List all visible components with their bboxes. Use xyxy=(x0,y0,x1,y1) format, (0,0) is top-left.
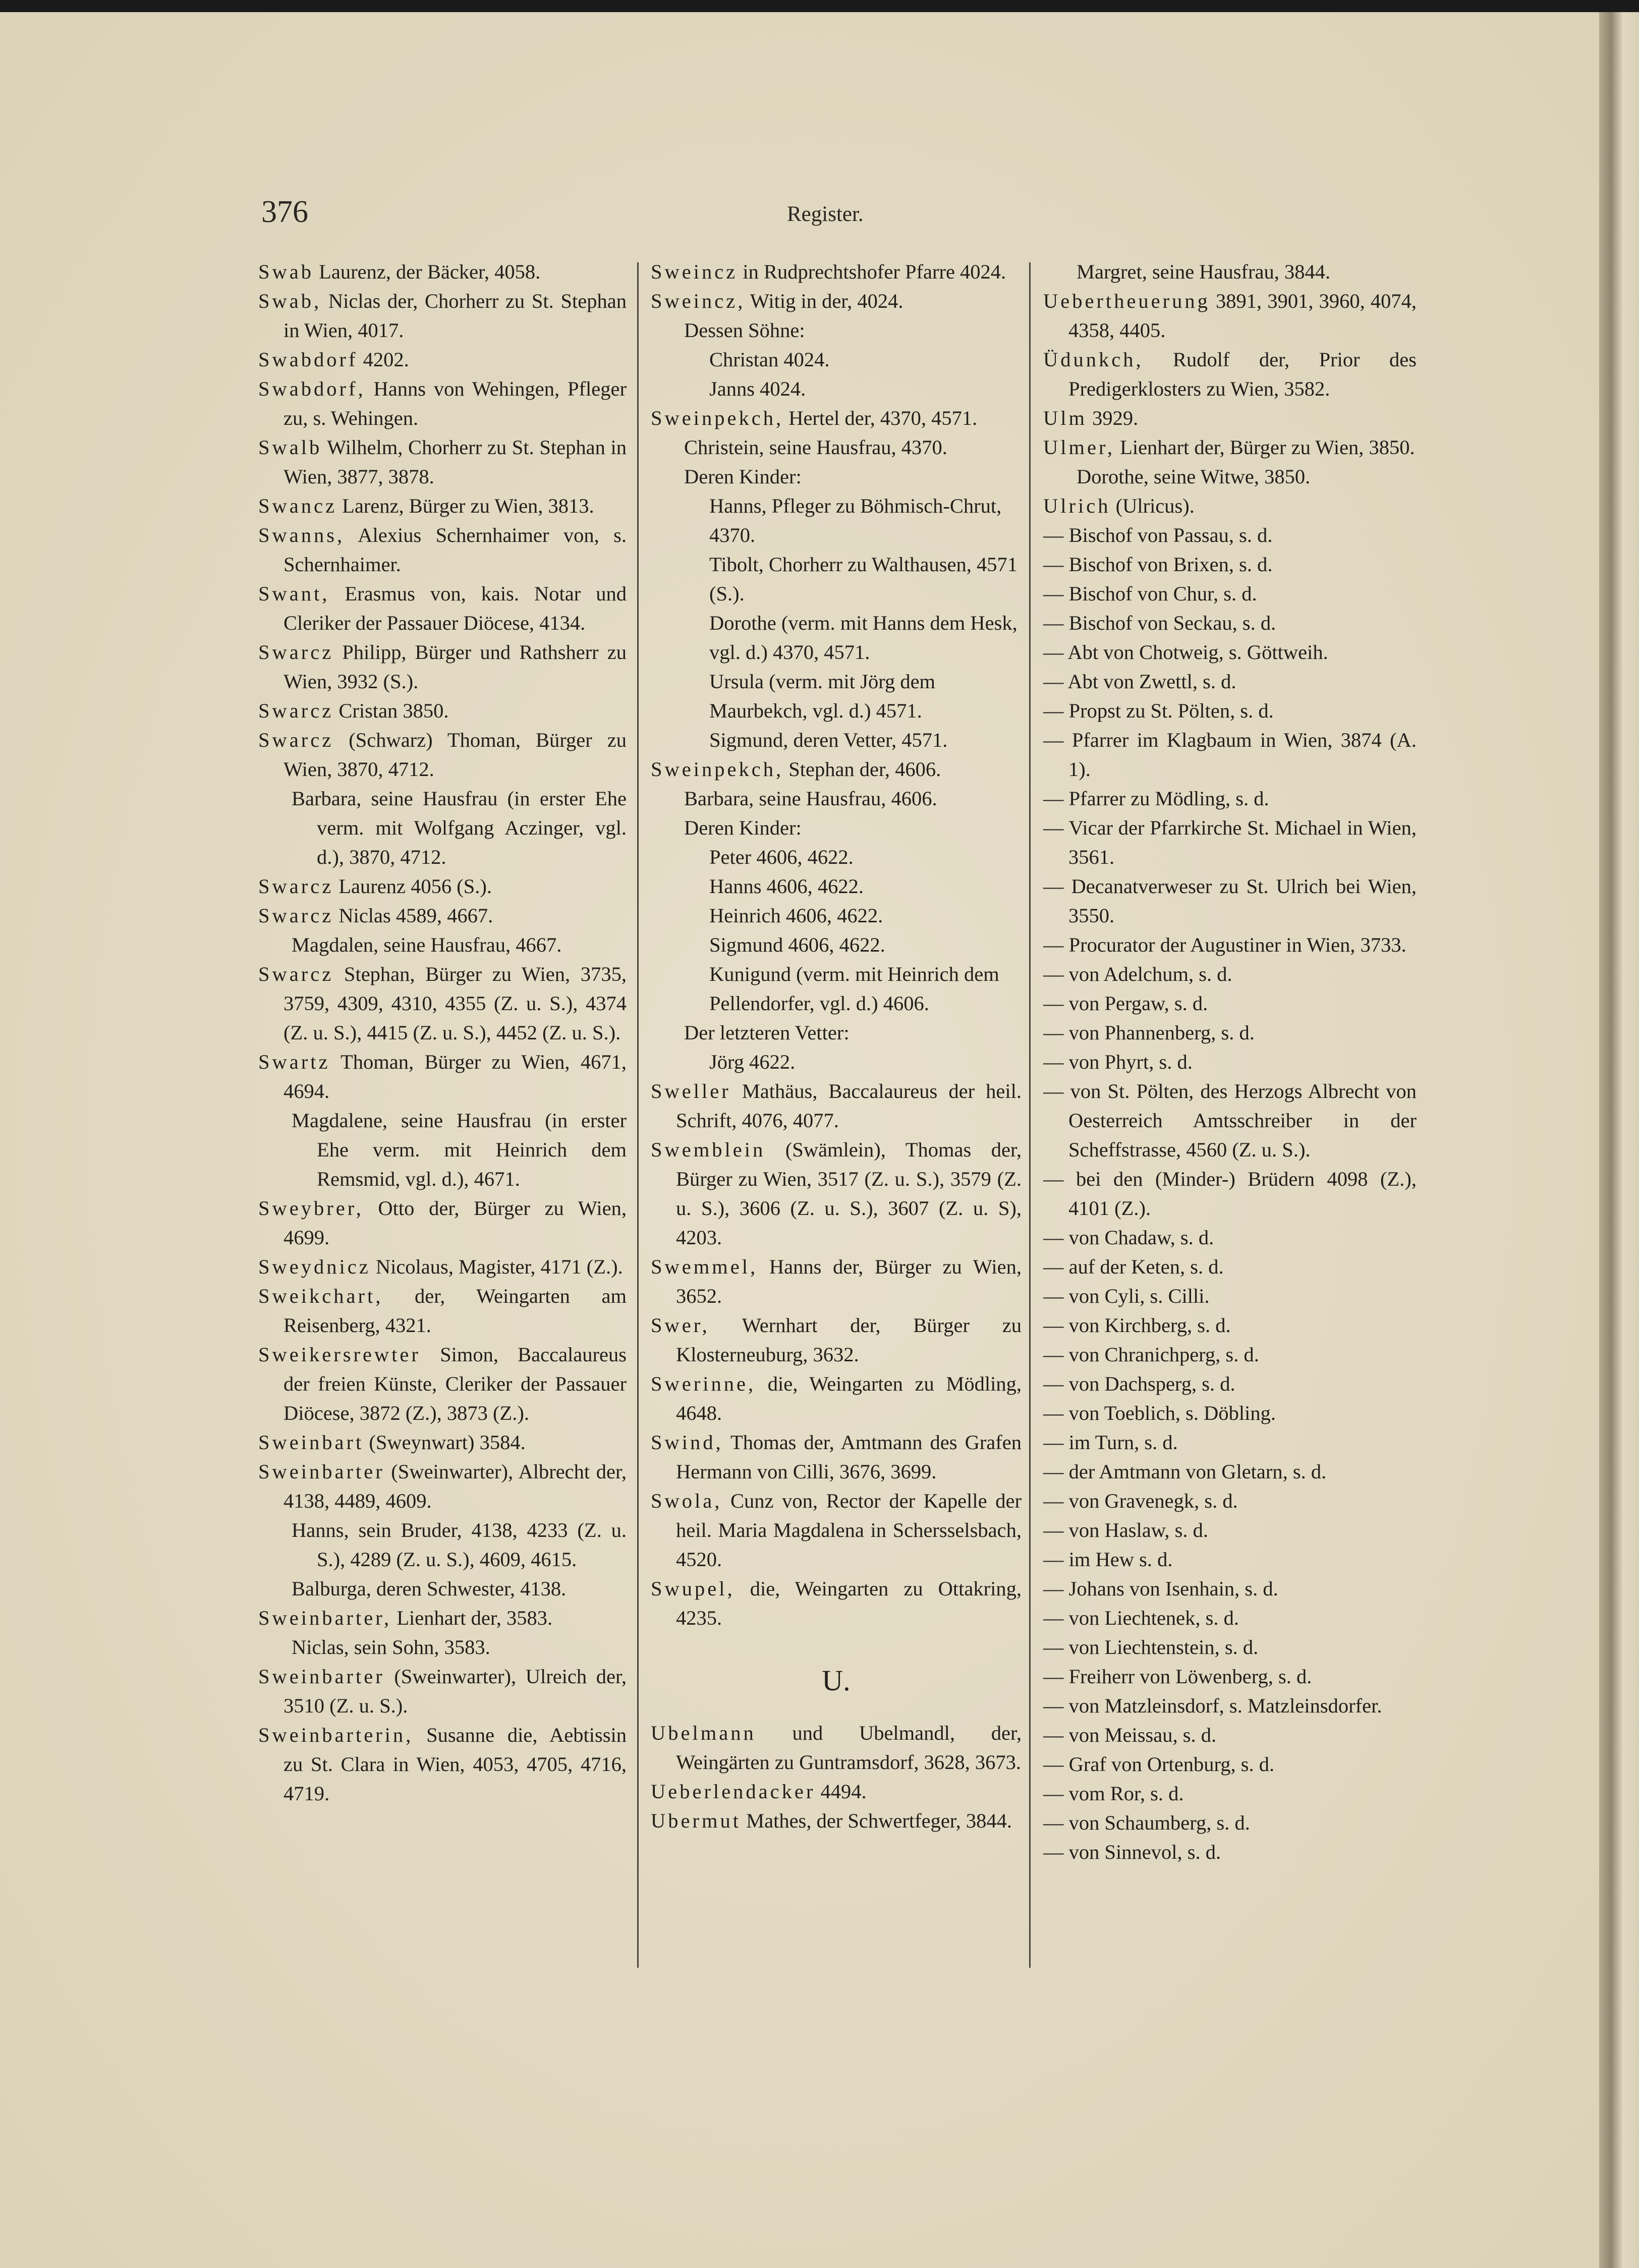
entry-text: (Sweinwarter), Ulreich der, 3510 (Z. u. S.). xyxy=(284,1665,627,1717)
index-entry xyxy=(1043,930,1417,960)
entry-headword: Ubermut xyxy=(651,1809,741,1832)
entry-headword: Ueberlendacker xyxy=(651,1780,816,1803)
index-entry xyxy=(1043,1750,1417,1779)
entry-text: Cristan 3850. xyxy=(333,699,449,722)
entry-text: — Abt von Chotweig, s. Göttweih. xyxy=(1043,641,1328,663)
index-entry xyxy=(1043,521,1417,550)
entry-headword: Ubelmann xyxy=(651,1722,756,1744)
index-entry xyxy=(1043,667,1417,696)
index-entry xyxy=(258,1662,627,1721)
entry-headword: Sweinpekch, xyxy=(651,407,784,429)
entry-text: (Sweinwarter), Albrecht der, 4138, 4489, 4609. xyxy=(284,1460,627,1512)
entry-headword: Sweikchart, xyxy=(258,1285,383,1307)
entry-text: der, Weingarten am Reisenberg, 4321. xyxy=(284,1285,627,1337)
index-entry xyxy=(258,696,627,726)
entry-text: in Rudprechtshofer Pfarre 4024. xyxy=(738,260,1006,283)
index-entry xyxy=(651,1018,1022,1047)
entry-text: Barbara, seine Hausfrau (in erster Ehe verm. mit Wolfgang Aczinger, vgl. d.), 3870, 4712. xyxy=(292,787,627,868)
index-entry xyxy=(1043,1691,1417,1721)
entry-headword: Swarcz xyxy=(258,641,334,663)
entry-headword: Üdunkch, xyxy=(1043,348,1144,371)
page-edge xyxy=(1599,12,1639,2268)
column-rule-1 xyxy=(637,262,639,1968)
index-entry xyxy=(651,813,1022,843)
index-entry xyxy=(1043,1633,1417,1662)
entry-text: die, Weingarten zu Ottakring, 4235. xyxy=(676,1577,1022,1629)
entry-text: — Bischof von Chur, s. d. xyxy=(1043,582,1257,605)
entry-text: — von Gravenegk, s. d. xyxy=(1043,1489,1238,1512)
index-entry xyxy=(651,960,1022,1018)
entry-text: — Pfarrer im Klagbaum in Wien, 3874 (A. 1). xyxy=(1043,729,1417,781)
entry-headword: Swola, xyxy=(651,1489,722,1512)
index-entry xyxy=(651,1806,1022,1836)
entry-text: — Procurator der Augustiner in Wien, 3733. xyxy=(1043,933,1406,956)
entry-headword: Sweincz xyxy=(651,260,738,283)
entry-headword: Sweinbarter xyxy=(258,1665,385,1688)
index-entry xyxy=(1043,1282,1417,1311)
index-entry xyxy=(258,784,627,872)
index-entry xyxy=(651,843,1022,872)
entry-text: — von Matzleinsdorf, s. Matzleinsdorfer. xyxy=(1043,1694,1382,1717)
entry-text: Rudolf der, Prior des Predigerklosters zu Wien, 3582. xyxy=(1068,348,1417,400)
entry-text: Der letzteren Vetter: xyxy=(684,1021,850,1044)
entry-text: Peter 4606, 4622. xyxy=(709,846,854,868)
entry-headword: Sweinpekch, xyxy=(651,758,784,781)
entry-text: — von Adelchum, s. d. xyxy=(1043,963,1232,985)
index-entry xyxy=(651,1574,1022,1633)
entry-text: Ursula (verm. mit Jörg dem Maurbekch, vgl. d.) 4571. xyxy=(709,670,936,722)
entry-headword: Swer, xyxy=(651,1314,710,1337)
entry-headword: Swalb xyxy=(258,436,322,459)
entry-text: — von St. Pölten, des Herzogs Albrecht von Oesterreich Amtsschreiber in der Scheffstrasse, 4560 (Z. u. S.). xyxy=(1043,1080,1417,1161)
index-entry xyxy=(258,960,627,1047)
entry-headword: Swab, xyxy=(258,290,322,312)
entry-text: Sigmund 4606, 4622. xyxy=(709,933,885,956)
index-entry xyxy=(258,1047,627,1106)
entry-text: Hanns, Pfleger zu Böhmisch-Chrut, 4370. xyxy=(709,494,1002,546)
entry-headword: Ulmer, xyxy=(1043,436,1115,459)
entry-headword: Swarcz xyxy=(258,904,334,927)
entry-headword: Swarcz xyxy=(258,699,334,722)
entry-text: Magdalene, seine Hausfrau (in erster Ehe verm. mit Heinrich dem Remsmid, vgl. d.), 4671. xyxy=(292,1109,627,1190)
index-entry xyxy=(258,1282,627,1340)
index-entry xyxy=(1043,1545,1417,1574)
index-entry xyxy=(258,1603,627,1633)
entry-headword: Swarcz xyxy=(258,875,334,898)
entry-text: 4494. xyxy=(815,1780,867,1803)
entry-text: — von Phyrt, s. d. xyxy=(1043,1050,1193,1073)
entry-text: Margret, seine Hausfrau, 3844. xyxy=(1077,260,1331,283)
entry-text: — der Amtmann von Gletarn, s. d. xyxy=(1043,1460,1327,1483)
entry-text: Nicolaus, Magister, 4171 (Z.). xyxy=(370,1255,623,1278)
index-entry xyxy=(1043,404,1417,433)
index-entry xyxy=(651,726,1022,755)
index-entry xyxy=(651,345,1022,374)
entry-text: — von Chadaw, s. d. xyxy=(1043,1226,1214,1249)
index-entry xyxy=(1043,872,1417,930)
index-entry xyxy=(258,1194,627,1252)
index-entry xyxy=(1043,579,1417,609)
index-entry xyxy=(1043,1252,1417,1282)
entry-text: — Bischof von Passau, s. d. xyxy=(1043,524,1273,546)
index-entry xyxy=(1043,1662,1417,1691)
entry-headword: Sweikersrewter xyxy=(258,1343,421,1366)
index-entry xyxy=(651,784,1022,813)
entry-text: Janns 4024. xyxy=(709,377,806,400)
entry-headword: Swupel, xyxy=(651,1577,735,1600)
index-entry xyxy=(1043,1838,1417,1867)
entry-text: 4202. xyxy=(358,348,409,371)
entry-text: Stephan der, 4606. xyxy=(783,758,941,781)
index-entry xyxy=(651,1252,1022,1311)
entry-text: Niclas 4589, 4667. xyxy=(333,904,493,927)
entry-text: Thoman, Bürger zu Wien, 4671, 4694. xyxy=(284,1050,627,1102)
index-entry xyxy=(1043,1457,1417,1486)
entry-text: — Graf von Ortenburg, s. d. xyxy=(1043,1753,1275,1776)
entry-text: Stephan, Bürger zu Wien, 3735, 3759, 4309, 4310, 4355 (Z. u. S.), 4374 (Z. u. S.), 4415 (Z. u. S.), 4452 (Z. u. S.). xyxy=(284,963,627,1044)
entry-headword: Sweinbarter xyxy=(258,1460,385,1483)
entry-headword: Swab xyxy=(258,260,314,283)
index-entry xyxy=(258,1574,627,1603)
entry-text: — im Turn, s. d. xyxy=(1043,1431,1178,1454)
index-entry xyxy=(1043,1721,1417,1750)
entry-headword: Ulm xyxy=(1043,407,1088,429)
entry-text: Laurenz, der Bäcker, 4058. xyxy=(314,260,541,283)
index-entry xyxy=(651,1719,1022,1777)
entry-text: — von Schaumberg, s. d. xyxy=(1043,1811,1250,1834)
entry-text: Larenz, Bürger zu Wien, 3813. xyxy=(336,494,594,517)
entry-text: — auf der Keten, s. d. xyxy=(1043,1255,1224,1278)
index-entry xyxy=(258,901,627,930)
index-entry xyxy=(651,1486,1022,1574)
entry-text: Alexius Schernhaimer von, s. Schernhaimer. xyxy=(284,524,627,576)
index-entry xyxy=(651,1047,1022,1077)
entry-headword: Sweincz, xyxy=(651,290,746,312)
index-entry xyxy=(651,872,1022,901)
index-entry xyxy=(651,1077,1022,1135)
index-entry xyxy=(258,1633,627,1662)
page-number: 376 xyxy=(261,195,308,229)
entry-headword: Swind, xyxy=(651,1431,723,1454)
index-entry xyxy=(258,579,627,638)
index-entry xyxy=(651,1777,1022,1806)
index-entry xyxy=(258,1252,627,1282)
entry-text: — von Meissau, s. d. xyxy=(1043,1724,1217,1746)
entry-text: — Abt von Zwettl, s. d. xyxy=(1043,670,1236,693)
entry-text: — von Kirchberg, s. d. xyxy=(1043,1314,1231,1337)
index-entry xyxy=(1043,1369,1417,1399)
index-entry xyxy=(651,1135,1022,1252)
entry-headword: Uebertheuerung xyxy=(1043,290,1210,312)
entry-text: Thomas der, Amtmann des Grafen Hermann von Cilli, 3676, 3699. xyxy=(676,1431,1022,1483)
entry-text: Balburga, deren Schwester, 4138. xyxy=(292,1577,567,1600)
entry-text: die, Weingarten zu Mödling, 4648. xyxy=(676,1372,1022,1424)
index-entry xyxy=(258,1106,627,1194)
entry-text: Mathes, der Schwertfeger, 3844. xyxy=(741,1809,1012,1832)
index-entry xyxy=(258,1340,627,1428)
index-entry xyxy=(651,257,1022,287)
entry-text: Heinrich 4606, 4622. xyxy=(709,904,883,927)
entry-headword: Sweybrer, xyxy=(258,1197,364,1220)
entry-text: Philipp, Bürger und Rathsherr zu Wien, 3932 (S.). xyxy=(284,641,627,693)
entry-headword: Swancz xyxy=(258,494,337,517)
entry-headword: Swemblein xyxy=(651,1138,766,1161)
index-entry xyxy=(651,287,1022,316)
index-entry xyxy=(1043,1165,1417,1223)
entry-text: — Johans von Isenhain, s. d. xyxy=(1043,1577,1278,1600)
index-entry xyxy=(1043,1516,1417,1545)
entry-text: — von Haslaw, s. d. xyxy=(1043,1519,1208,1541)
index-entry xyxy=(651,1428,1022,1486)
entry-text: Christan 4024. xyxy=(709,348,830,371)
index-entry xyxy=(258,1457,627,1516)
entry-text: — von Liechtenstein, s. d. xyxy=(1043,1636,1259,1658)
index-entry xyxy=(1043,433,1417,462)
index-entry xyxy=(258,491,627,521)
index-entry xyxy=(651,930,1022,960)
entry-text: Sigmund, deren Vetter, 4571. xyxy=(709,729,948,751)
entry-text: Dorothe (verm. mit Hanns dem Hesk, vgl. d.) 4370, 4571. xyxy=(709,612,1018,663)
index-entry xyxy=(258,433,627,491)
index-entry xyxy=(258,345,627,374)
entry-text: und Ubelmandl, der, Weingärten zu Guntramsdorf, 3628, 3673. xyxy=(676,1722,1022,1774)
index-entry xyxy=(651,1369,1022,1428)
index-entry xyxy=(258,374,627,433)
entry-text: Hanns der, Bürger zu Wien, 3652. xyxy=(676,1255,1022,1307)
entry-headword: Sweydnicz xyxy=(258,1255,371,1278)
entry-headword: Swant, xyxy=(258,582,330,605)
entry-headword: Sweinbarterin, xyxy=(258,1724,414,1746)
entry-text: Christein, seine Hausfrau, 4370. xyxy=(684,436,947,459)
index-entry xyxy=(258,872,627,901)
entry-text: Hanns von Wehingen, Pfleger zu, s. Wehingen. xyxy=(284,377,627,429)
entry-headword: Swerinne, xyxy=(651,1372,756,1395)
entry-text: Cunz von, Rector der Kapelle der heil. Maria Magdalena in Schersselsbach, 4520. xyxy=(676,1489,1022,1571)
index-entry xyxy=(258,1428,627,1457)
entry-headword: Swarcz xyxy=(258,963,334,985)
entry-text: — von Toeblich, s. Döbling. xyxy=(1043,1402,1276,1424)
entry-text: Niclas, sein Sohn, 3583. xyxy=(292,1636,490,1658)
index-entry xyxy=(258,1516,627,1574)
entry-text: Dessen Söhne: xyxy=(684,319,805,342)
entry-text: Dorothe, seine Witwe, 3850. xyxy=(1077,465,1311,488)
entry-text: Magdalen, seine Hausfrau, 4667. xyxy=(292,933,562,956)
entry-headword: Swartz xyxy=(258,1050,330,1073)
index-entry xyxy=(651,901,1022,930)
index-entry xyxy=(651,404,1022,433)
entry-text: — im Hew s. d. xyxy=(1043,1548,1173,1571)
entry-text: — von Liechtenek, s. d. xyxy=(1043,1607,1239,1629)
index-entry xyxy=(1043,1047,1417,1077)
index-entry xyxy=(1043,1428,1417,1457)
index-entry xyxy=(1043,550,1417,579)
running-head: Register. xyxy=(787,202,864,226)
entry-text: Witig in der, 4024. xyxy=(745,290,903,312)
entry-text: (Sweynwart) 3584. xyxy=(364,1431,526,1454)
entry-headword: Swemmel, xyxy=(651,1255,758,1278)
entry-text: (Swämlein), Thomas der, Bürger zu Wien, 3517 (Z. u. S.), 3579 (Z. u. S.), 3606 (Z. u. S.), 3607 (Z. u. S), 4203. xyxy=(676,1138,1022,1249)
index-entry xyxy=(1043,1779,1417,1808)
index-entry xyxy=(258,287,627,345)
entry-text: — Freiherr von Löwenberg, s. d. xyxy=(1043,1665,1312,1688)
entry-text: Deren Kinder: xyxy=(684,465,802,488)
entry-text: Simon, Baccalaureus der freien Künste, Cleriker der Passauer Diöcese, 3872 (Z.), 3873 (Z.). xyxy=(284,1343,627,1424)
index-entry xyxy=(258,521,627,579)
entry-text: — Pfarrer zu Mödling, s. d. xyxy=(1043,787,1269,810)
index-entry xyxy=(1043,345,1417,404)
entry-text: Niclas der, Chorherr zu St. Stephan in Wien, 4017. xyxy=(284,290,627,342)
entry-text: Erasmus von, kais. Notar und Cleriker der Passauer Diöcese, 4134. xyxy=(284,582,627,634)
entry-text: — bei den (Minder-) Brüdern 4098 (Z.), 4101 (Z.). xyxy=(1043,1168,1417,1220)
column-rule-2 xyxy=(1029,262,1031,1968)
index-entry xyxy=(1043,638,1417,667)
entry-text: — Propst zu St. Pölten, s. d. xyxy=(1043,699,1274,722)
entry-headword: Swabdorf, xyxy=(258,377,366,400)
entry-headword: Swanns, xyxy=(258,524,345,546)
section-letter xyxy=(651,1663,1022,1698)
index-entry xyxy=(1043,1311,1417,1340)
entry-text: Jörg 4622. xyxy=(709,1050,796,1073)
index-entry xyxy=(651,491,1022,550)
entry-text: Hanns 4606, 4622. xyxy=(709,875,864,898)
index-entry xyxy=(1043,1340,1417,1369)
entry-text: Kunigund (verm. mit Heinrich dem Pellendorfer, vgl. d.) 4606. xyxy=(709,963,999,1015)
register-column-2 xyxy=(651,257,1022,1836)
entry-text: — Bischof von Seckau, s. d. xyxy=(1043,612,1276,634)
entry-text: Laurenz 4056 (S.). xyxy=(333,875,492,898)
index-entry xyxy=(258,726,627,784)
index-entry xyxy=(1043,813,1417,872)
entry-text: Otto der, Bürger zu Wien, 4699. xyxy=(284,1197,627,1249)
entry-text: — vom Ror, s. d. xyxy=(1043,1782,1184,1805)
index-entry xyxy=(258,257,627,287)
index-entry xyxy=(651,462,1022,491)
entry-headword: Swarcz xyxy=(258,729,334,751)
entry-text: Lienhart der, Bürger zu Wien, 3850. xyxy=(1114,436,1415,459)
index-entry xyxy=(1043,960,1417,989)
index-entry xyxy=(651,550,1022,609)
entry-text: — von Chranichperg, s. d. xyxy=(1043,1343,1259,1366)
entry-text: (Schwarz) Thoman, Bürger zu Wien, 3870, 4712. xyxy=(284,729,627,781)
entry-headword: Sweinbarter, xyxy=(258,1607,392,1629)
entry-text: 3929. xyxy=(1087,407,1139,429)
index-entry xyxy=(1043,1603,1417,1633)
register-column-3 xyxy=(1043,257,1417,1867)
index-entry xyxy=(651,316,1022,345)
entry-text: Hertel der, 4370, 4571. xyxy=(783,407,978,429)
entry-text: Barbara, seine Hausfrau, 4606. xyxy=(684,787,937,810)
entry-headword: Ulrich xyxy=(1043,494,1111,517)
entry-text: Hanns, sein Bruder, 4138, 4233 (Z. u. S.), 4289 (Z. u. S.), 4609, 4615. xyxy=(292,1519,627,1571)
entry-text: U. xyxy=(822,1664,851,1697)
entry-text: Wernhart der, Bürger zu Klosterneuburg, 3632. xyxy=(676,1314,1022,1366)
index-entry xyxy=(258,1721,627,1808)
entry-headword: Sweinbart xyxy=(258,1431,364,1454)
entry-headword: Swabdorf xyxy=(258,348,358,371)
index-entry xyxy=(651,609,1022,667)
entry-text: — Vicar der Pfarrkirche St. Michael in Wien, 3561. xyxy=(1043,816,1417,868)
index-entry xyxy=(1043,1399,1417,1428)
index-entry xyxy=(1043,1223,1417,1252)
register-column-1 xyxy=(258,257,627,1808)
index-entry xyxy=(1043,1018,1417,1047)
entry-text: — von Cyli, s. Cilli. xyxy=(1043,1285,1210,1307)
entry-text: — Bischof von Brixen, s. d. xyxy=(1043,553,1273,576)
index-entry xyxy=(1043,491,1417,521)
entry-text: Lienhart der, 3583. xyxy=(391,1607,553,1629)
entry-headword: Sweller xyxy=(651,1080,731,1102)
entry-text: Tibolt, Chorherr zu Walthausen, 4571 (S.). xyxy=(709,553,1018,605)
entry-text: Deren Kinder: xyxy=(684,816,802,839)
index-entry xyxy=(651,433,1022,462)
entry-text: Wilhelm, Chorherr zu St. Stephan in Wien, 3877, 3878. xyxy=(284,436,627,488)
entry-text: Susanne die, Aebtissin zu St. Clara in Wien, 4053, 4705, 4716, 4719. xyxy=(284,1724,627,1805)
index-entry xyxy=(1043,257,1417,287)
index-entry xyxy=(258,638,627,696)
entry-text: — von Sinnevol, s. d. xyxy=(1043,1841,1221,1863)
index-entry xyxy=(1043,726,1417,784)
index-entry xyxy=(1043,1808,1417,1838)
entry-text: 3891, 3901, 3960, 4074, 4358, 4405. xyxy=(1068,290,1417,342)
index-entry xyxy=(651,1311,1022,1369)
entry-text: — von Pergaw, s. d. xyxy=(1043,992,1208,1015)
index-entry xyxy=(1043,287,1417,345)
entry-text: (Ulricus). xyxy=(1110,494,1195,517)
index-entry xyxy=(1043,462,1417,491)
index-entry xyxy=(651,374,1022,404)
index-entry xyxy=(651,755,1022,784)
index-entry xyxy=(1043,989,1417,1018)
index-entry xyxy=(1043,1574,1417,1603)
entry-text: Mathäus, Baccalaureus der heil. Schrift, 4076, 4077. xyxy=(676,1080,1022,1132)
index-entry xyxy=(1043,609,1417,638)
entry-text: — Decanatverweser zu St. Ulrich bei Wien, 3550. xyxy=(1043,875,1417,927)
entry-text: — von Dachsperg, s. d. xyxy=(1043,1372,1235,1395)
entry-text: — von Phannenberg, s. d. xyxy=(1043,1021,1255,1044)
index-entry xyxy=(1043,696,1417,726)
index-entry xyxy=(1043,784,1417,813)
index-entry xyxy=(651,667,1022,726)
index-entry xyxy=(258,930,627,960)
index-entry xyxy=(1043,1077,1417,1165)
index-entry xyxy=(1043,1486,1417,1516)
